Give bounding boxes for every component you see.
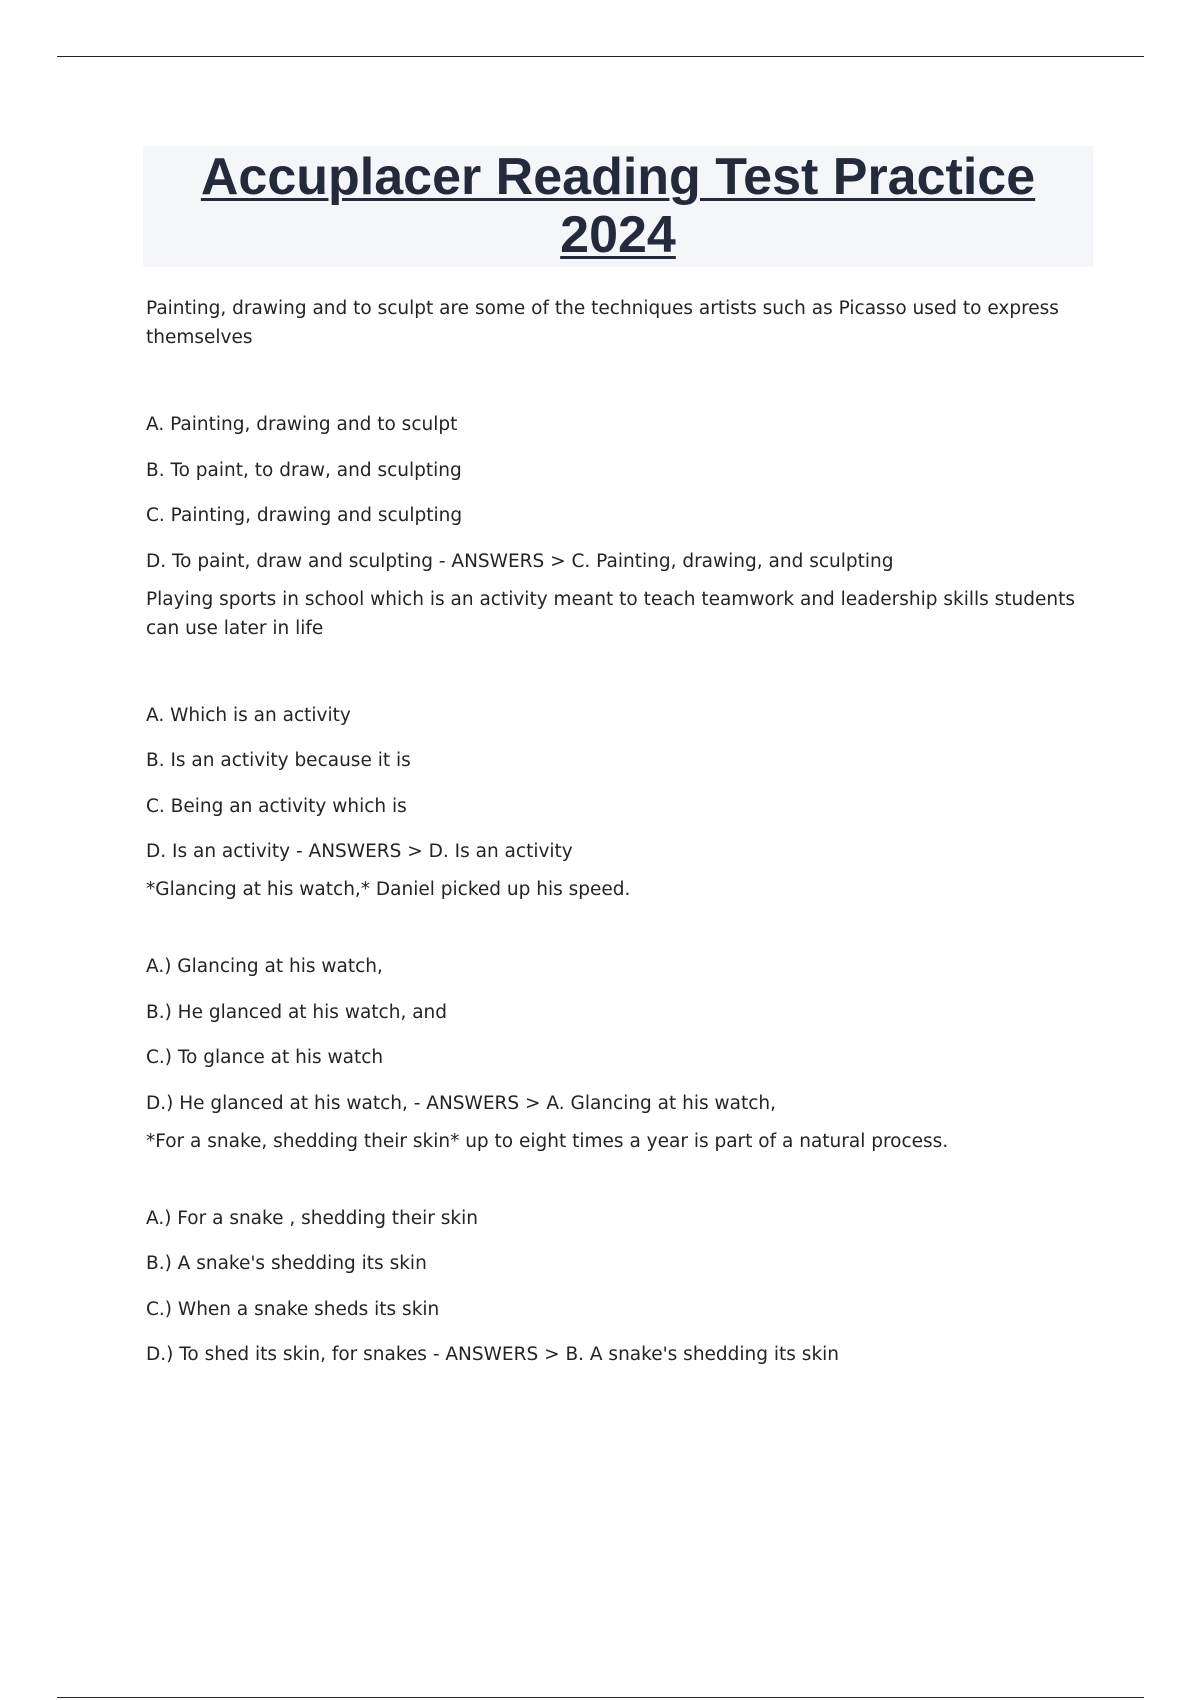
title-banner	[143, 146, 1093, 267]
answer-option-with-key: D.) He glanced at his watch, - ANSWERS > A. Glancing at his watch,	[146, 1092, 777, 1114]
question-stem: *For a snake, shedding their skin* up to eight times a year is part of a natural process.	[146, 1130, 949, 1152]
question-stem: Painting, drawing and to sculpt are some of the techniques artists such as Picasso used to express themselves	[146, 298, 1059, 348]
answer-option: C.) To glance at his watch	[146, 1047, 384, 1068]
answer-option: C. Painting, drawing and sculpting	[146, 505, 463, 526]
answer-option-with-key: D. Is an activity - ANSWERS > D. Is an activity	[146, 841, 573, 862]
answer-option: C. Being an activity which is	[146, 795, 407, 817]
answer-option: A. Painting, drawing and to sculpt	[146, 414, 458, 435]
question-block	[146, 585, 1086, 864]
answer-option: B.) He glanced at his watch, and	[146, 1001, 448, 1023]
bottom-rule	[57, 1697, 1144, 1698]
answer-option: A.) Glancing at his watch,	[146, 956, 383, 977]
question-block	[146, 875, 1086, 1115]
question-stem: Playing sports in school which is an activity meant to teach teamwork and leadership skills students can use later in life	[146, 588, 1076, 639]
answer-option-with-key: D.) To shed its skin, for snakes - ANSWERS > B. A snake's shedding its skin	[146, 1344, 840, 1365]
top-rule	[57, 56, 1144, 57]
answer-option: A. Which is an activity	[146, 704, 351, 726]
answer-option-with-key: D. To paint, draw and sculpting - ANSWERS > C. Painting, drawing, and sculpting	[146, 550, 894, 572]
answer-option: B.) A snake's shedding its skin	[146, 1253, 427, 1274]
answer-option: C.) When a snake sheds its skin	[146, 1298, 440, 1320]
question-stem: *Glancing at his watch,* Daniel picked up his speed.	[146, 879, 631, 900]
question-list	[146, 294, 1086, 1378]
question-block	[146, 1127, 1086, 1367]
question-block	[146, 294, 1086, 573]
answer-option: B. Is an activity because it is	[146, 750, 411, 771]
answer-option: B. To paint, to draw, and sculpting	[146, 459, 462, 481]
answer-option: A.) For a snake , shedding their skin	[146, 1207, 479, 1229]
page-title: Accuplacer Reading Test Practice 2024	[200, 148, 1036, 264]
